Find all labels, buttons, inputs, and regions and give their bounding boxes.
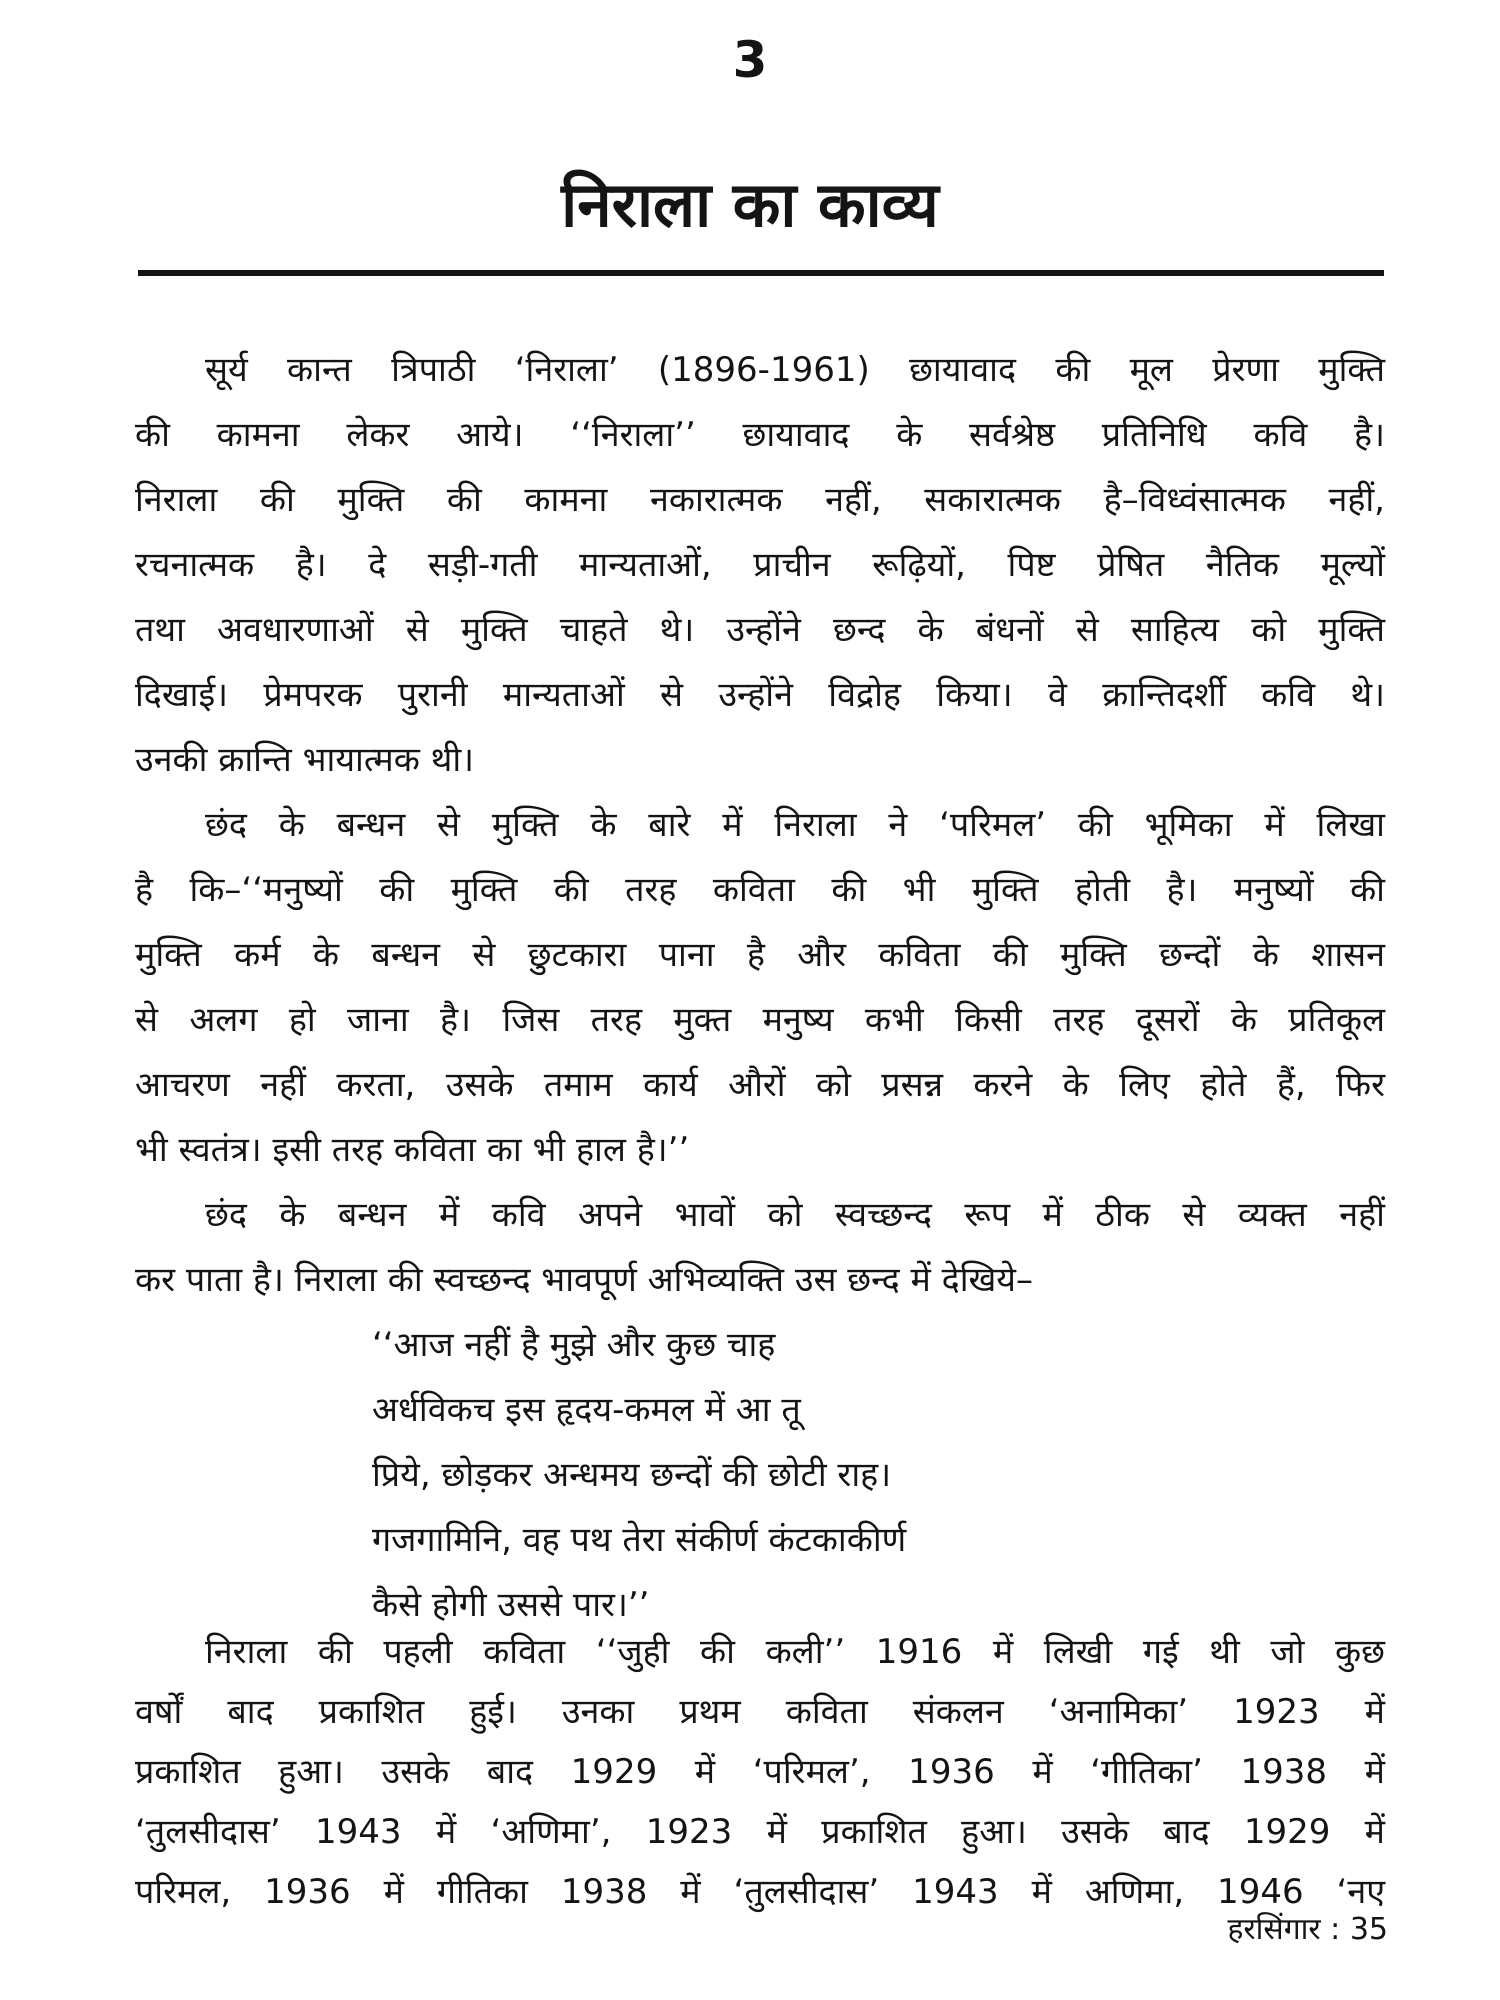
text-line: मुक्ति कर्म के बन्धन से छुटकारा पाना है और कविता की मुक्ति छन्दों के शासन (135, 935, 1385, 975)
text-line: छंद के बन्धन में कवि अपने भावों को स्वच्छन्द रूप में ठीक से व्यक्त नहीं (205, 1195, 1385, 1235)
text-line: रचनात्मक है। दे सड़ी-गती मान्यताओं, प्राचीन रूढ़ियों, पिष्ट प्रेषित नैतिक मूल्यों (135, 545, 1385, 585)
text-line: कर पाता है। निराला की स्वच्छन्द भावपूर्ण अभिव्यक्ति उस छन्द में देखिये– (135, 1260, 1034, 1300)
text-line: है कि–‘‘मनुष्यों की मुक्ति की तरह कविता की भी मुक्ति होती है। मनुष्यों की (135, 870, 1385, 910)
title-rule (138, 270, 1384, 276)
text-line: तथा अवधारणाओं से मुक्ति चाहते थे। उन्होंने छन्द के बंधनों से साहित्य को मुक्ति (135, 610, 1385, 650)
verse-line: प्रिये, छोड़कर अन्धमय छन्दों की छोटी राह। (372, 1455, 892, 1495)
text-line: निराला की मुक्ति की कामना नकारात्मक नहीं, सकारात्मक है–विध्वंसात्मक नहीं, (135, 480, 1385, 520)
text-line: सूर्य कान्त त्रिपाठी ‘निराला’ (1896-1961) छायावाद की मूल प्रेरणा मुक्ति (205, 350, 1385, 390)
text-line: वर्षों बाद प्रकाशित हुई। उनका प्रथम कविता संकलन ‘अनामिका’ 1923 में (135, 1692, 1385, 1732)
running-footer: हरसिंगार : 35 (1227, 1912, 1388, 1947)
text-line: दिखाई। प्रेमपरक पुरानी मान्यताओं से उन्होंने विद्रोह किया। वे क्रान्तिदर्शी कवि थे। (135, 675, 1385, 715)
text-line: से अलग हो जाना है। जिस तरह मुक्त मनुष्य कभी किसी तरह दूसरों के प्रतिकूल (135, 1000, 1385, 1040)
text-line: भी स्वतंत्र। इसी तरह कविता का भी हाल है।’’ (135, 1130, 690, 1170)
text-line: छंद के बन्धन से मुक्ति के बारे में निराला ने ‘परिमल’ की भूमिका में लिखा (205, 805, 1385, 845)
text-line: की कामना लेकर आये। ‘‘निराला’’ छायावाद के सर्वश्रेष्ठ प्रतिनिधि कवि है। (135, 415, 1385, 455)
text-line: निराला की पहली कविता ‘‘जुही की कली’’ 1916 में लिखी गई थी जो कुछ (205, 1632, 1385, 1672)
text-line: परिमल, 1936 में गीतिका 1938 में ‘तुलसीदास’ 1943 में अणिमा, 1946 ‘नए (135, 1872, 1385, 1912)
text-line: उनकी क्रान्ति भायात्मक थी। (135, 740, 475, 780)
text-line: आचरण नहीं करता, उसके तमाम कार्य औरों को प्रसन्न करने के लिए होते हैं, फिर (135, 1065, 1385, 1105)
chapter-title: निराला का काव्य (561, 168, 939, 241)
text-line: प्रकाशित हुआ। उसके बाद 1929 में ‘परिमल’, 1936 में ‘गीतिका’ 1938 में (135, 1752, 1385, 1792)
verse-line: गजगामिनि, वह पथ तेरा संकीर्ण कंटकाकीर्ण (372, 1520, 907, 1560)
verse-line: कैसे होगी उससे पार।’’ (372, 1585, 650, 1625)
verse-line: ‘‘आज नहीं है मुझे और कुछ चाह (372, 1325, 776, 1365)
verse-line: अर्धविकच इस हृदय-कमल में आ तू (372, 1390, 801, 1430)
chapter-number: 3 (732, 31, 768, 89)
text-line: ‘तुलसीदास’ 1943 में ‘अणिमा’, 1923 में प्रकाशित हुआ। उसके बाद 1929 में (135, 1812, 1385, 1852)
